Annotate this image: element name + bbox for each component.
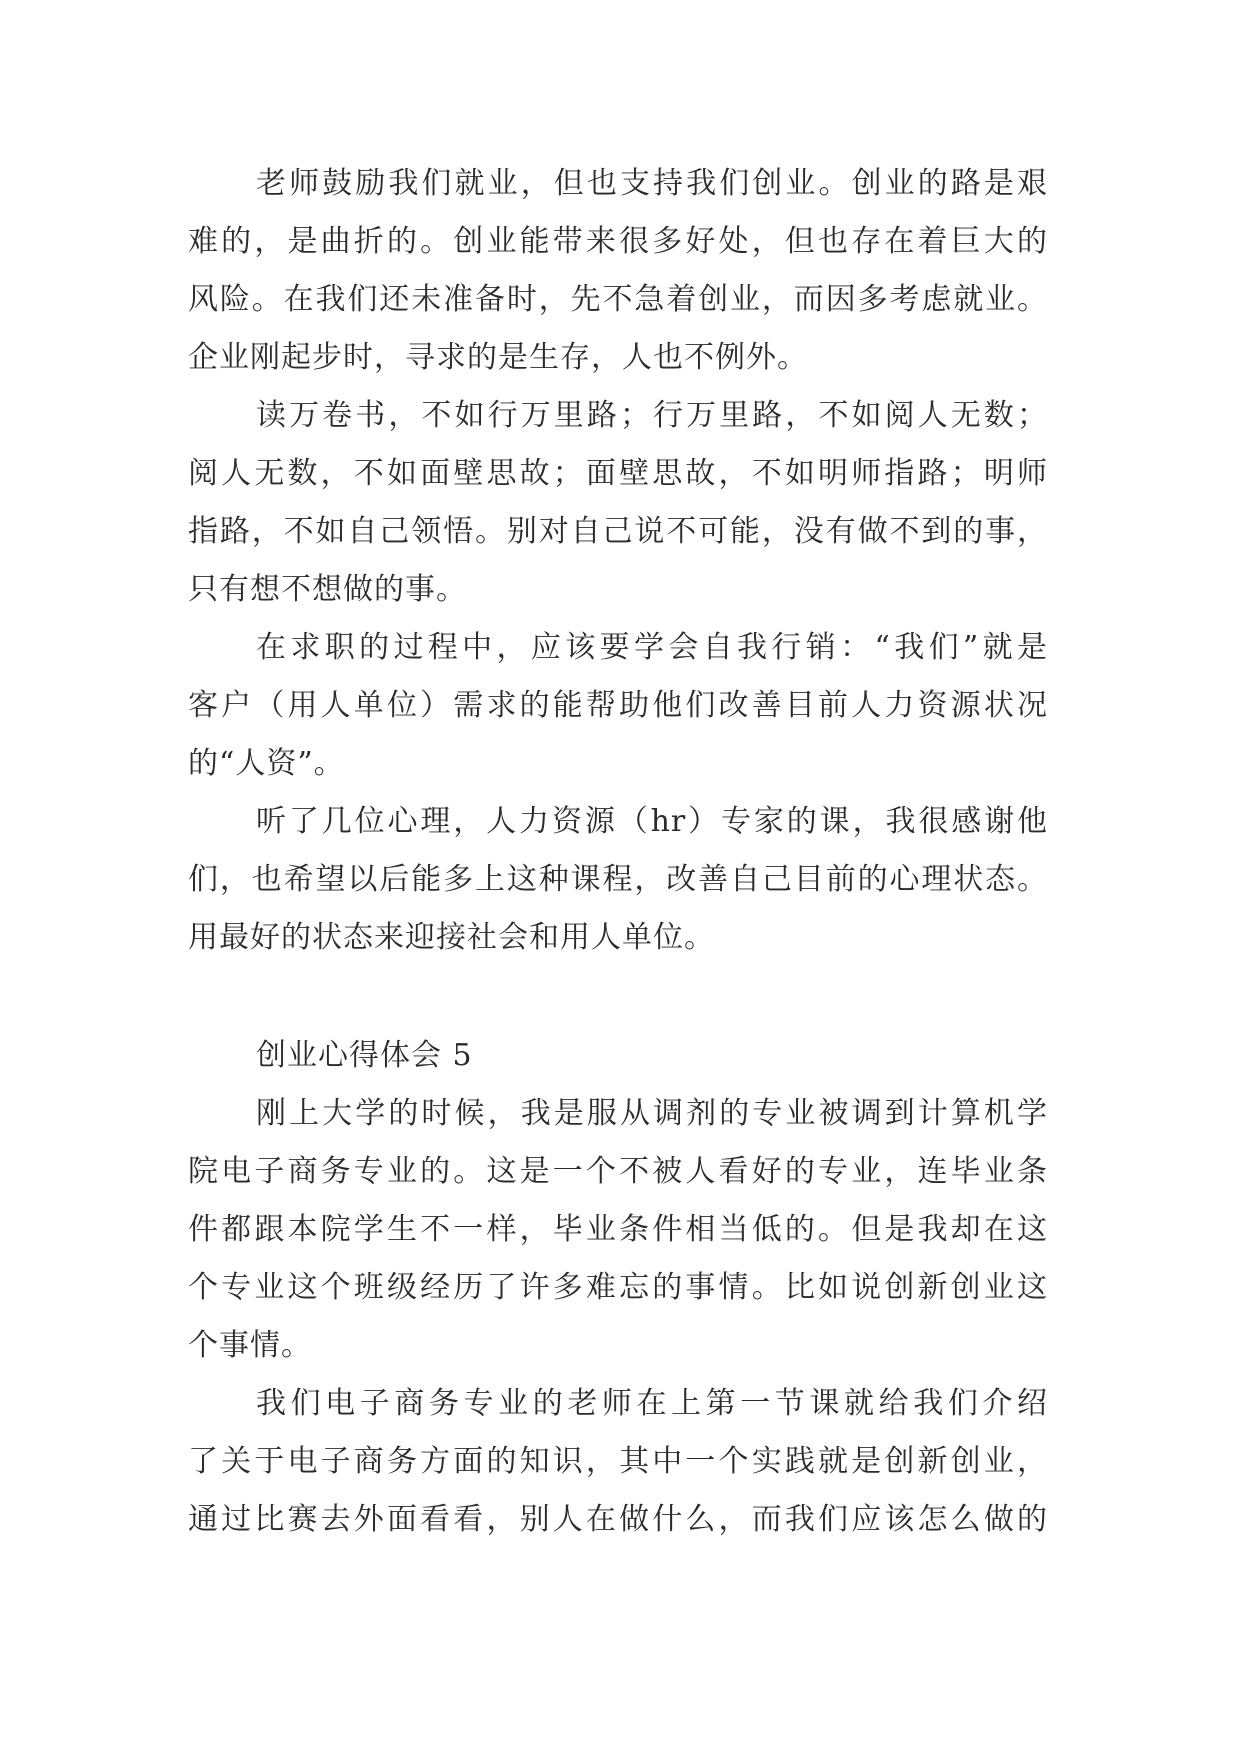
paragraph-line: 用最好的状态来迎接社会和用人单位。 xyxy=(188,920,715,955)
paragraph-line: 指路，不如自己领悟。别对自己说不可能，没有做不到的事， xyxy=(188,514,1048,549)
paragraph-line: 风险。在我们还未准备时，先不急着创业，而因多考虑就业。 xyxy=(188,282,1048,317)
paragraph-line: 客户（用人单位）需求的能帮助他们改善目前人力资源状况 xyxy=(188,688,1048,723)
paragraph-line: 我们电子商务专业的老师在上第一节课就给我们介绍 xyxy=(256,1386,1048,1421)
paragraph-line: 个事情。 xyxy=(188,1328,312,1363)
paragraph-line: 读万卷书，不如行万里路；行万里路，不如阅人无数； xyxy=(256,398,1048,433)
paragraph-line: 了关于电子商务方面的知识，其中一个实践就是创新创业， xyxy=(188,1444,1048,1479)
paragraph-line: 在求职的过程中，应该要学会自我行销：“我们”就是 xyxy=(256,630,1048,665)
paragraph-line: 难的，是曲折的。创业能带来很多好处，但也存在着巨大的 xyxy=(188,224,1048,259)
paragraph-line: 企业刚起步时，寻求的是生存，人也不例外。 xyxy=(188,340,808,375)
paragraph-line: 只有想不想做的事。 xyxy=(188,572,467,607)
section-heading: 创业心得体会 5 xyxy=(256,1038,473,1073)
paragraph-line: 件都跟本院学生不一样，毕业条件相当低的。但是我却在这 xyxy=(188,1212,1048,1247)
paragraph-line: 个专业这个班级经历了许多难忘的事情。比如说创新创业这 xyxy=(188,1270,1048,1305)
paragraph-line: 阅人无数，不如面壁思故；面壁思故，不如明师指路；明师 xyxy=(188,456,1048,491)
paragraph-line: 们，也希望以后能多上这种课程，改善自己目前的心理状态。 xyxy=(188,862,1048,897)
paragraph-line: 刚上大学的时候，我是服从调剂的专业被调到计算机学 xyxy=(256,1096,1048,1131)
paragraph-line: 的“人资”。 xyxy=(188,746,345,781)
paragraph-line: 老师鼓励我们就业，但也支持我们创业。创业的路是艰 xyxy=(256,166,1048,201)
paragraph-line: 通过比赛去外面看看，别人在做什么，而我们应该怎么做的 xyxy=(188,1502,1048,1537)
paragraph-line: 听了几位心理，人力资源（hr）专家的课，我很感谢他 xyxy=(256,804,1048,839)
paragraph-line: 院电子商务专业的。这是一个不被人看好的专业，连毕业条 xyxy=(188,1154,1048,1189)
